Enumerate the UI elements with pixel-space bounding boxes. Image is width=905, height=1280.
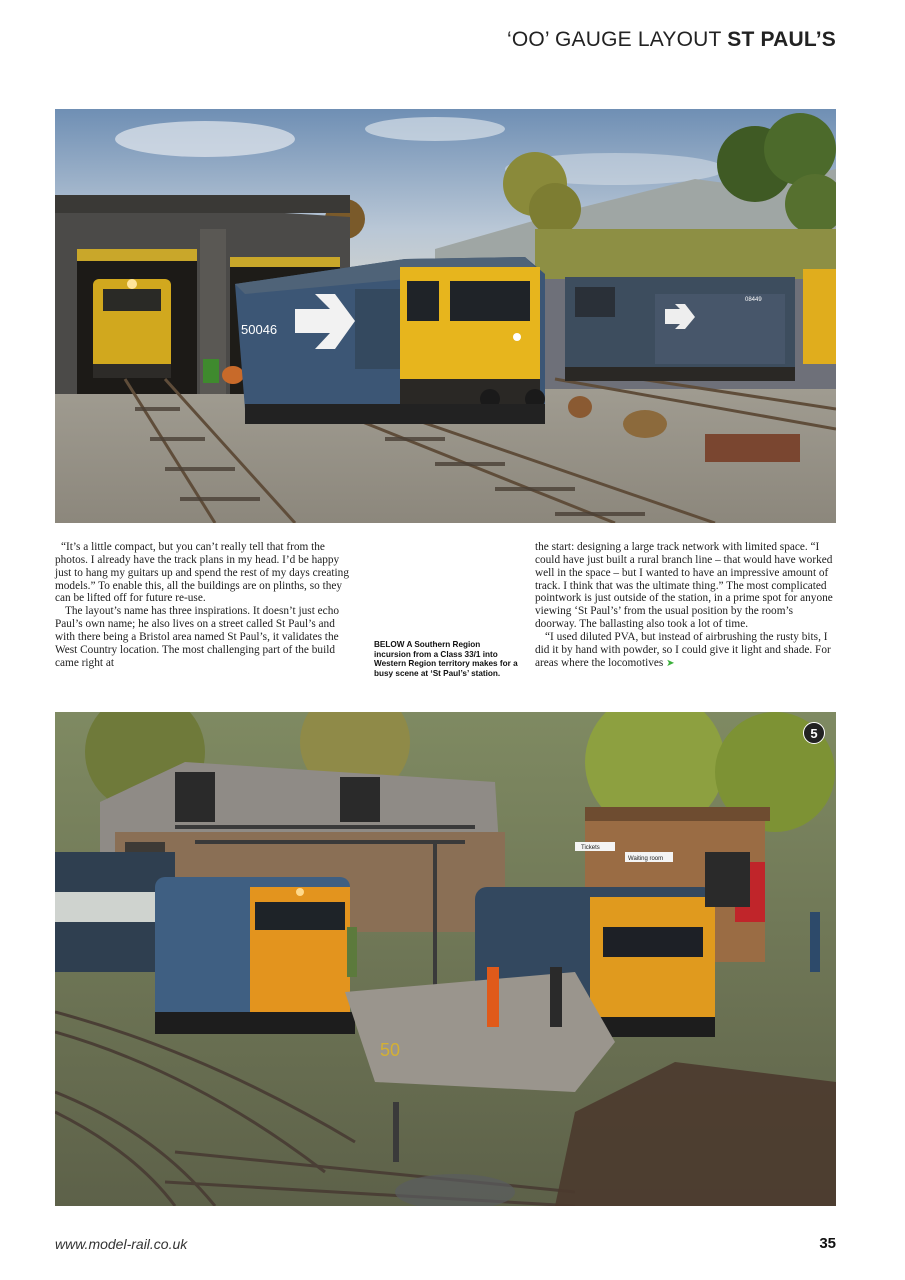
waiting-room-sign: Waiting room — [628, 856, 664, 862]
cable-drum — [623, 410, 667, 438]
signal — [340, 777, 380, 822]
signal — [175, 772, 215, 822]
page-number: 35 — [819, 1235, 836, 1252]
station-illustration — [55, 712, 836, 1206]
loco-number: 50046 — [241, 322, 278, 337]
page-header — [507, 28, 836, 52]
photo-number-badge: 5 — [803, 722, 825, 744]
article-column-left — [55, 541, 355, 669]
shunter-number: 08449 — [745, 297, 762, 303]
oil-drum — [568, 396, 592, 418]
oil-drum — [203, 359, 219, 383]
signal — [705, 852, 750, 907]
continue-arrow-icon: ➤ — [666, 657, 675, 669]
figure — [487, 967, 499, 1027]
class37-locomotive — [155, 877, 355, 1034]
paragraph — [535, 631, 835, 671]
engine-shed-illustration — [55, 109, 836, 523]
article-column-right — [535, 541, 835, 670]
photo-caption: BELOW A Southern Region incursion from a Class 33/1 into Western Region territory makes for a busy scene at ‘St Paul’s’ station. — [374, 640, 518, 678]
speed-sign-text: 50 — [380, 1040, 401, 1060]
station-photo — [55, 712, 836, 1206]
paragraph-text: “I used diluted PVA, but instead of airbrushing the rusty bits, I did it by hand with powder, so I could give it light and shade. For areas where the locomotives — [535, 630, 831, 669]
figure — [347, 927, 357, 977]
tickets-sign: Tickets — [581, 845, 600, 851]
paragraph: “It’s a little compact, but you can’t really tell that from the photos. I already have the track plans in my head. I’d be happy just to hang my guitars up and spend the rest of my days creating models.” To enable this, all the buildings are on plinths, so they can be lifted off for future re-use. — [55, 541, 349, 605]
section-label: ‘OO’ GAUGE LAYOUT — [506, 28, 722, 51]
class37-in-shed — [93, 279, 171, 378]
class50-locomotive — [235, 257, 545, 424]
layout-title: ST PAUL’S — [727, 28, 836, 51]
paragraph: the start: designing a large track network with limited space. “I could have just built a rural branch line – that would have worked well in the space – but I wanted to have an impressive amount of track. I think that was the ultimate thing.” The most complicated pointwork is just outside of the station, in a prime spot for anyone viewing ‘St Paul’s’ from the usual position by the room’s doorway. The ballasting also took a lot of time. — [535, 541, 833, 631]
footer-website: www.model-rail.co.uk — [55, 1236, 188, 1252]
oil-drum — [222, 366, 244, 384]
engine-shed-photo — [55, 109, 836, 523]
platform — [345, 972, 615, 1092]
figure — [550, 967, 562, 1027]
wooden-pallet — [705, 434, 800, 462]
paragraph: The layout’s name has three inspirations. It doesn’t just echo Paul’s own name; he also lives on a street called St Paul’s and with there being a Bristol area named St Paul’s, it validates the West Country location. The most challenging part of the build came right at — [55, 605, 339, 669]
figure — [810, 912, 820, 972]
